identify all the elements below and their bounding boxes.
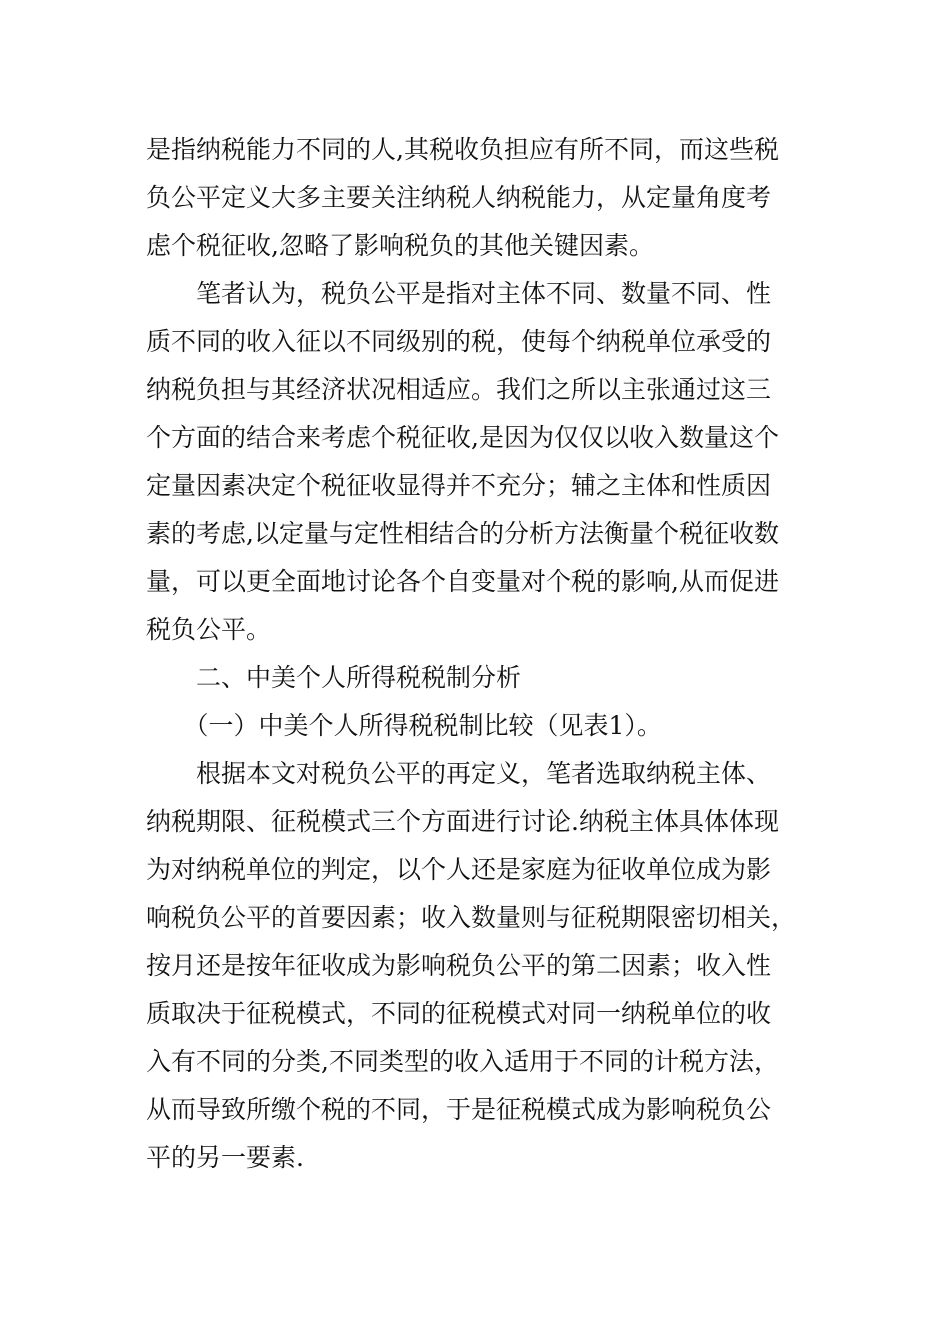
text-line: 按月还是按年征收成为影响税负公平的第二因素；收入性 (146, 951, 772, 980)
text-line: 质取决于征税模式，不同的征税模式对同一纳税单位的收 (146, 999, 772, 1028)
document-body (146, 126, 797, 1182)
text-line: 虑个税征收,忽略了影响税负的其他关键因素。 (146, 231, 654, 260)
text-line: 为对纳税单位的判定，以个人还是家庭为征收单位成为影 (146, 855, 772, 884)
section-heading: 二、中美个人所得税税制分析 (146, 663, 522, 692)
text-line: 素的考虑,以定量与定性相结合的分析方法衡量个税征收数 (146, 519, 779, 548)
subsection-heading: （一）中美个人所得税税制比较（见表1）。 (146, 711, 662, 740)
text-line: 根据本文对税负公平的再定义，笔者选取纳税主体、 (146, 759, 772, 788)
text-line: 定量因素决定个税征收显得并不充分；辅之主体和性质因 (146, 471, 772, 500)
text-line: 质不同的收入征以不同级别的税，使每个纳税单位承受的 (146, 327, 772, 356)
text-line: 是指纳税能力不同的人,其税收负担应有所不同，而这些税 (146, 135, 779, 164)
text-line: 个方面的结合来考虑个税征收,是因为仅仅以收入数量这个 (146, 423, 779, 452)
text-line: 响税负公平的首要因素；收入数量则与征税期限密切相关， (146, 903, 797, 932)
text-line: 税负公平。 (146, 615, 272, 644)
text-line: 入有不同的分类,不同类型的收入适用于不同的计税方法， (146, 1047, 779, 1076)
text-line: 从而导致所缴个税的不同，于是征税模式成为影响税负公 (146, 1095, 772, 1124)
text-line: 平的另一要素. (146, 1143, 304, 1172)
text-line: 负公平定义大多主要关注纳税人纳税能力，从定量角度考 (146, 183, 772, 212)
text-line: 纳税期限、征税模式三个方面进行讨论.纳税主体具体体现 (146, 807, 779, 836)
text-line: 纳税负担与其经济状况相适应。我们之所以主张通过这三 (146, 375, 772, 404)
text-line: 量，可以更全面地讨论各个自变量对个税的影响,从而促进 (146, 567, 779, 596)
text-line: 笔者认为，税负公平是指对主体不同、数量不同、性 (146, 279, 772, 308)
